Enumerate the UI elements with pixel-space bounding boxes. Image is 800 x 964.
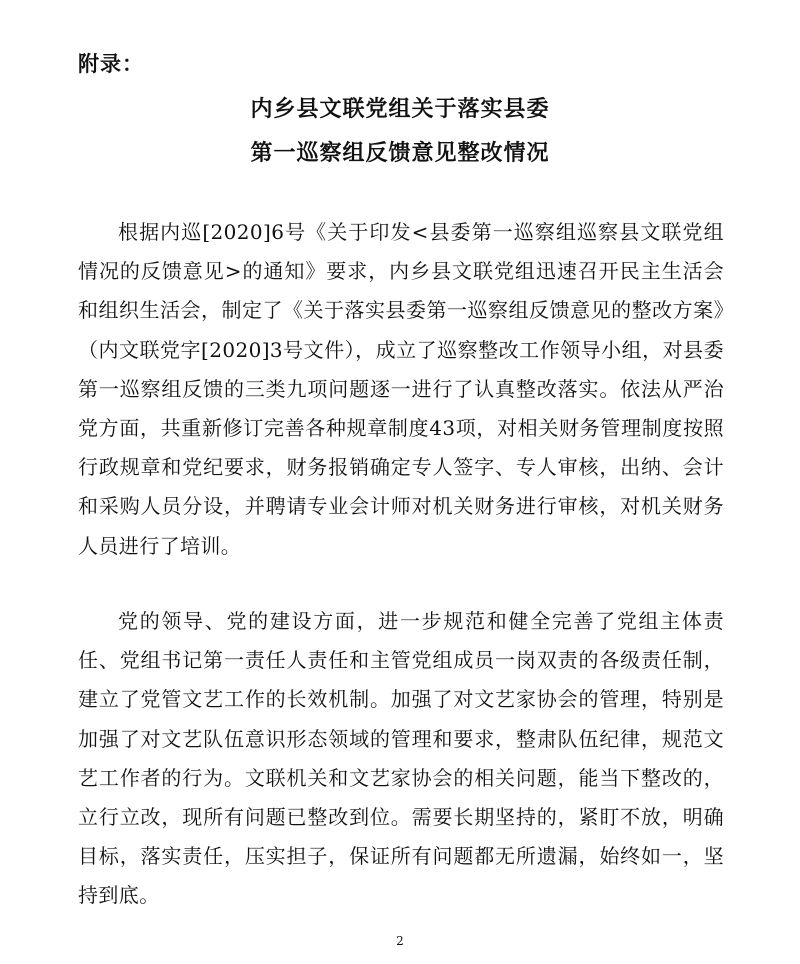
appendix-label: 附录：: [78, 51, 144, 76]
document-title-line-1: 内乡县文联党组关于落实县委: [250, 96, 550, 122]
page-number: 2: [396, 934, 404, 948]
body-paragraph-2: 党的领导、党的建设方面，进一步规范和健全完善了党组主体责任、党组书记第一责任人责任和主管党组成员一岗双责的各级责任制，建立了党管文艺工作的长效机制。加强了对文艺家协会的管理，特别是加强了对文艺队伍意识形态领域的管理和要求，整肃队伍纪律，规范文艺工作者的行为。文联机关和文艺家协会的相关问题，能当下整改的，立行立改，现所有问题已整改到位。需要长期坚持的，紧盯不放，明确目标，落实责任，压实担子，保证所有问题都无所遗漏，始终如一，坚持到底。: [78, 609, 724, 908]
body-paragraph-1: 根据内巡[2020]6号《关于印发<县委第一巡察组巡察县文联党组情况的反馈意见>的通知》要求，内乡县文联党组迅速召开民主生活会和组织生活会，制定了《关于落实县委第一巡察组反馈意见的整改方案》（内文联党字[2020]3号文件），成立了巡察整改工作领导小组，对县委第一巡察组反馈的三类九项问题逐一进行了认真整改落实。依法从严治党方面，共重新修订完善各种规章制度43项，对相关财务管理制度按照行政规章和党纪要求，财务报销确定专人签字、专人审核，出纳、会计和采购人员分设，并聘请专业会计师对机关财务进行审核，对机关财务人员进行了培训。: [78, 220, 724, 558]
document-title-line-2: 第一巡察组反馈意见整改情况: [250, 140, 550, 166]
